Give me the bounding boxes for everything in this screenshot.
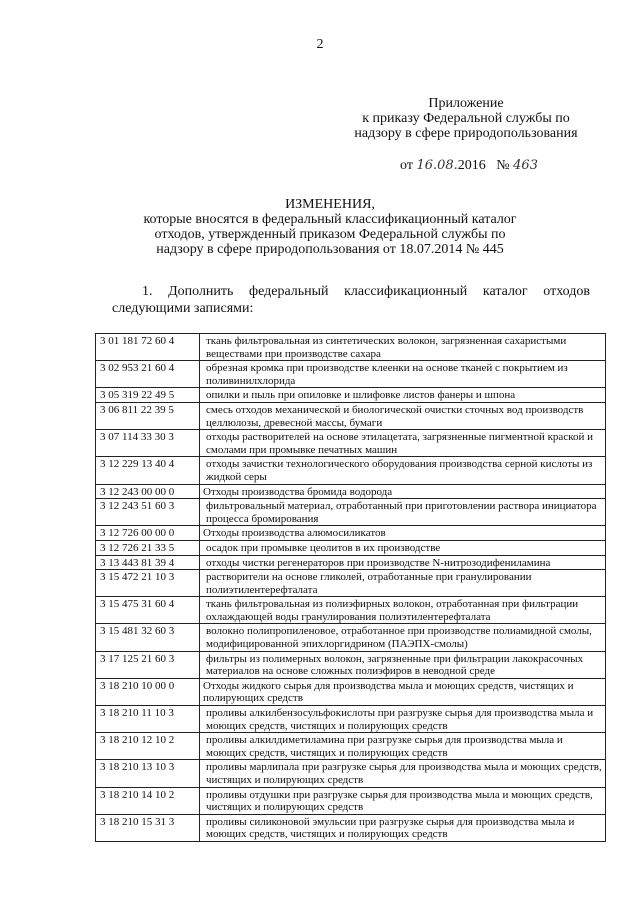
waste-name-cell: обрезная кромка при производстве клеенки на основе тканей с покрытием из поливинилхлорида: [200, 361, 606, 388]
table-row: [96, 733, 606, 760]
waste-code-cell: 3 12 243 51 60 3: [96, 499, 200, 526]
table-row: [96, 597, 606, 624]
waste-name-cell: проливы отдушки при разгрузке сырья для производства мыла и моющих средств, чистящих и полирующих средств: [200, 787, 606, 814]
waste-name-cell: проливы алкилбензосульфокислоты при разгрузке сырья для производства мыла и моющих средств, чистящих и полирующих средств: [200, 706, 606, 733]
waste-name-cell: волокно полипропиленовое, отработанное при производстве полиамидной смолы, модифицированной эпихлоргидрином (ПАЭПХ-смолы): [200, 624, 606, 651]
waste-code-cell: 3 18 210 10 00 0: [96, 678, 200, 705]
waste-code-cell: 3 15 475 31 60 4: [96, 597, 200, 624]
table-row: [96, 402, 606, 429]
order-year: 2016: [457, 158, 486, 173]
waste-code-cell: 3 18 210 14 10 2: [96, 787, 200, 814]
waste-name-cell: Отходы производства бромида водорода: [200, 484, 606, 499]
waste-code-cell: 3 12 726 00 00 0: [96, 526, 200, 541]
waste-name-cell: смесь отходов механической и биологической очистки сточных вод производств целлюлозы, древесной массы, бумаги: [200, 402, 606, 429]
order-month-handwritten: .08.: [432, 158, 458, 173]
waste-name-cell: осадок при промывке цеолитов в их производстве: [200, 540, 606, 555]
waste-name-cell: проливы алкилдиметиламина при разгрузке сырья для производства мыла и моющих средств, чистящих и полирующих средств: [200, 733, 606, 760]
table-row: [96, 334, 606, 361]
order-prefix: от: [400, 158, 413, 173]
table-row: [96, 361, 606, 388]
page-number: 2: [316, 37, 324, 52]
waste-name-cell: опилки и пыль при опиловке и шлифовке листов фанеры и шпона: [200, 388, 606, 403]
heading-line-3: надзору в сфере природопользования от 18.07.2014 № 445: [156, 242, 504, 257]
table-row: [96, 706, 606, 733]
order-date-line: [400, 158, 600, 174]
table-row: [96, 457, 606, 484]
waste-name-cell: проливы силиконовой эмульсии при разгрузке сырья для производства мыла и моющих средств, чистящих и полирующих средств: [200, 814, 606, 841]
waste-name-cell: растворители на основе гликолей, отработанные при гранулировании полиэтилентерефталата: [200, 570, 606, 597]
waste-name-cell: отходы чистки регенераторов при производстве N-нитрозодифениламина: [200, 555, 606, 570]
order-day-handwritten: 16: [416, 158, 433, 173]
table-row: [96, 787, 606, 814]
heading-line-1: которые вносятся в федеральный классификационный каталог: [143, 212, 517, 227]
waste-code-cell: 3 02 953 21 60 4: [96, 361, 200, 388]
waste-name-cell: отходы зачистки технологического оборудования производства серной кислоты из жидкой серы: [200, 457, 606, 484]
waste-code-cell: 3 07 114 33 30 3: [96, 430, 200, 457]
waste-code-cell: 3 12 726 21 33 5: [96, 540, 200, 555]
waste-name-cell: проливы марлипала при разгрузке сырья для производства мыла и моющих средств, чистящих и полирующих средств: [200, 760, 606, 787]
order-number-handwritten: 463: [513, 158, 538, 173]
intro-paragraph: [112, 283, 590, 317]
table-row: [96, 388, 606, 403]
catalog-table: [95, 333, 606, 842]
waste-code-cell: 3 18 210 13 10 3: [96, 760, 200, 787]
table-row: [96, 624, 606, 651]
document-heading: [110, 197, 550, 257]
waste-code-cell: 3 01 181 72 60 4: [96, 334, 200, 361]
waste-code-cell: 3 18 210 12 10 2: [96, 733, 200, 760]
waste-name-cell: отходы растворителей на основе этилацетата, загрязненные пигментной краской и смолами при промывке печатных машин: [200, 430, 606, 457]
table-row: [96, 540, 606, 555]
table-group-row: [96, 526, 606, 541]
waste-code-cell: 3 18 210 11 10 3: [96, 706, 200, 733]
table-row: [96, 814, 606, 841]
waste-code-cell: 3 15 472 21 10 3: [96, 570, 200, 597]
waste-code-cell: 3 12 229 13 40 4: [96, 457, 200, 484]
appendix-line-2: надзору в сфере природопользования: [354, 126, 578, 141]
table-group-row: [96, 484, 606, 499]
table-row: [96, 570, 606, 597]
table-row: [96, 651, 606, 678]
waste-code-cell: 3 12 243 00 00 0: [96, 484, 200, 499]
waste-name-cell: ткань фильтровальная из синтетических волокон, загрязненная сахаристыми веществами при производстве сахара: [200, 334, 606, 361]
appendix-block: [336, 96, 596, 141]
heading-line-2: отходов, утвержденный приказом Федеральной службы по: [154, 227, 506, 242]
waste-name-cell: Отходы производства алюмосиликатов: [200, 526, 606, 541]
waste-code-cell: 3 05 319 22 49 5: [96, 388, 200, 403]
waste-code-cell: 3 17 125 21 60 3: [96, 651, 200, 678]
waste-name-cell: ткань фильтровальная из полиэфирных волокон, отработанная при фильтрации охлаждающей воды гранулирования полиэтилентерефталата: [200, 597, 606, 624]
intro-text: 1. Дополнить федеральный классификационный каталог отходов следующими записями:: [112, 284, 590, 316]
appendix-title: Приложение: [428, 96, 504, 111]
waste-code-cell: 3 13 443 81 39 4: [96, 555, 200, 570]
table-row: [96, 430, 606, 457]
heading-title: ИЗМЕНЕНИЯ,: [285, 197, 375, 212]
table-group-row: [96, 678, 606, 705]
catalog-table-body: [96, 334, 606, 842]
waste-name-cell: фильтровальный материал, отработанный при приготовлении раствора инициатора процесса бромирования: [200, 499, 606, 526]
waste-code-cell: 3 15 481 32 60 3: [96, 624, 200, 651]
waste-code-cell: 3 06 811 22 39 5: [96, 402, 200, 429]
order-number-label: №: [496, 158, 510, 173]
waste-name-cell: фильтры из полимерных волокон, загрязненные при фильтрации лакокрасочных материалов на основе сложных полиэфиров в неводной среде: [200, 651, 606, 678]
appendix-line-1: к приказу Федеральной службы по: [362, 111, 570, 126]
table-row: [96, 555, 606, 570]
table-row: [96, 499, 606, 526]
waste-code-cell: 3 18 210 15 31 3: [96, 814, 200, 841]
waste-name-cell: Отходы жидкого сырья для производства мыла и моющих средств, чистящих и полирующих средств: [200, 678, 606, 705]
table-row: [96, 760, 606, 787]
